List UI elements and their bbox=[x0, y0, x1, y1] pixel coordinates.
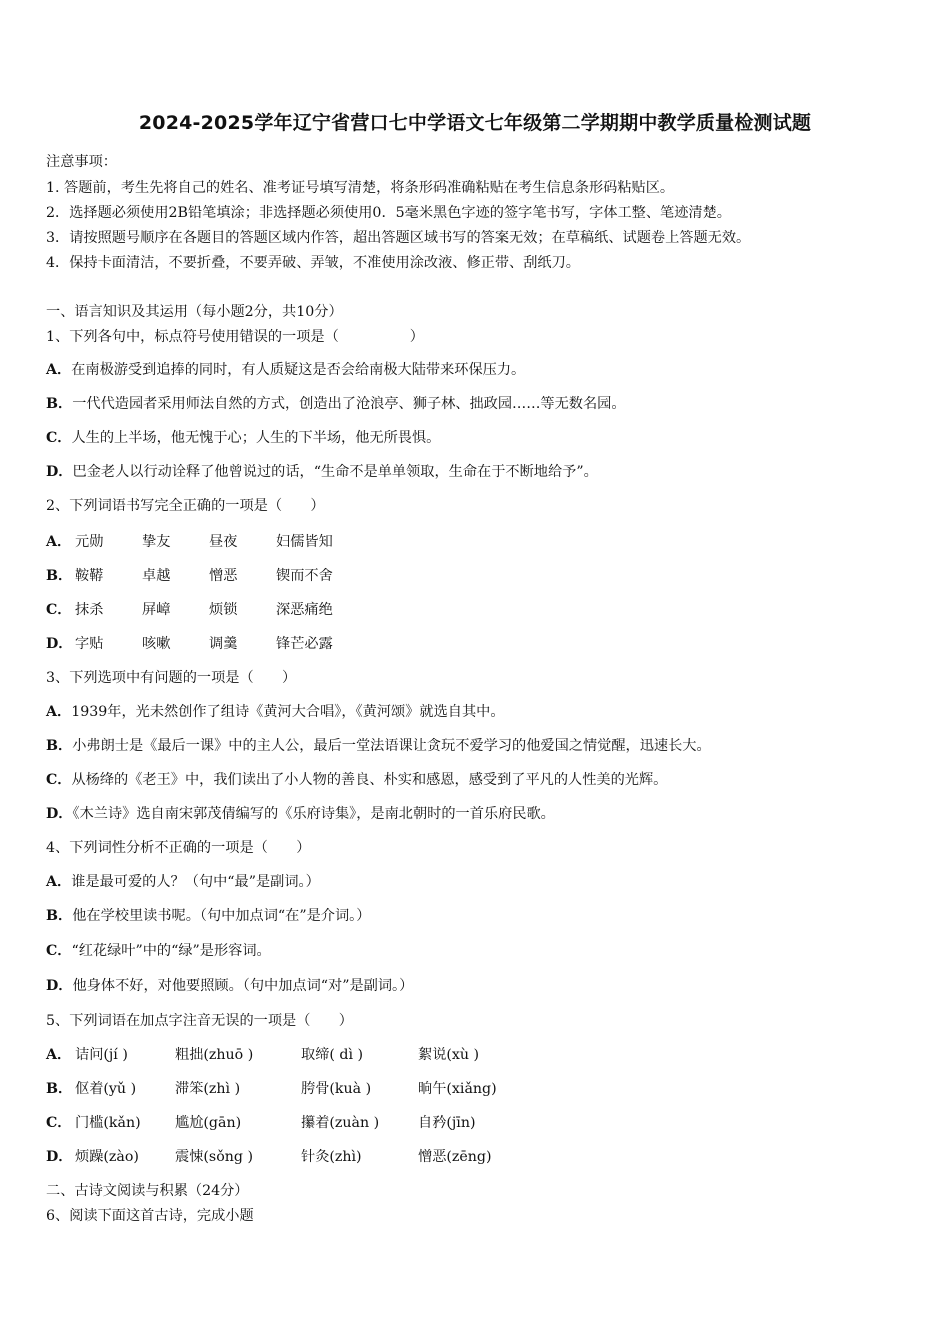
option-word: 抹杀 bbox=[75, 602, 104, 618]
option-word: 门槛(kǎn) bbox=[75, 1115, 141, 1131]
option-word: 字贴 bbox=[75, 636, 104, 652]
option-word: 粗拙(zhuō ) bbox=[175, 1047, 254, 1063]
option-word: 咳嗽 bbox=[142, 636, 171, 652]
notice-item-2: 2．选择题必须使用2B铅笔填涂；非选择题必须使用0．5毫米黑色字迹的签字笔书写，字体工整、笔迹清楚。 bbox=[46, 205, 731, 221]
option-label: A． bbox=[46, 704, 72, 720]
question-3-option-c bbox=[46, 770, 667, 790]
section-1-heading: 一、语言知识及其运用（每小题2分，共10分） bbox=[46, 304, 343, 320]
option-word: 尴尬(gān) bbox=[175, 1115, 242, 1131]
option-word: 烦锁 bbox=[209, 602, 238, 618]
option-label: B． bbox=[46, 908, 73, 924]
option-label: D． bbox=[46, 806, 73, 822]
question-2-option-c bbox=[46, 600, 606, 620]
option-label: B． bbox=[46, 396, 73, 412]
option-word: 滞笨(zhì ) bbox=[175, 1081, 241, 1097]
question-3-option-a bbox=[46, 702, 505, 722]
option-text: 1939年，光未然创作了组诗《黄河大合唱》，《黄河颂》就选自其中。 bbox=[71, 704, 505, 720]
option-word: 鞍鞯 bbox=[75, 568, 104, 584]
option-word: 元勋 bbox=[75, 534, 104, 550]
option-text: 在南极游受到追捧的同时，有人质疑这是否会给南极大陆带来环保压力。 bbox=[71, 362, 526, 378]
option-word: 锋芒必露 bbox=[276, 636, 333, 652]
notice-heading: 注意事项： bbox=[46, 154, 117, 170]
option-label: A． bbox=[46, 874, 72, 890]
option-label: B． bbox=[46, 1081, 73, 1097]
section-2-heading: 二、古诗文阅读与积累（24分） bbox=[46, 1183, 249, 1199]
option-word: 烦躁(zào) bbox=[75, 1149, 139, 1165]
question-2-option-b bbox=[46, 566, 606, 586]
question-5-option-b bbox=[46, 1079, 606, 1099]
question-4-option-d bbox=[46, 976, 413, 996]
option-word: 调羹 bbox=[209, 636, 238, 652]
option-text: 《木兰诗》选自南宋郭茂倩编写的《乐府诗集》，是南北朝时的一首乐府民歌。 bbox=[72, 806, 555, 822]
question-2-option-a bbox=[46, 532, 606, 552]
option-word: 挚友 bbox=[142, 534, 171, 550]
option-text: 他在学校里读书呢。（句中加点词“在”是介词。） bbox=[72, 908, 371, 924]
option-word: 针灸(zhì) bbox=[301, 1149, 362, 1165]
option-label: C． bbox=[46, 772, 72, 788]
option-word: 伛着(yǔ ) bbox=[75, 1081, 137, 1097]
option-label: D． bbox=[46, 1149, 73, 1165]
option-word: 取缔( dì ) bbox=[301, 1047, 364, 1063]
question-6-stem: 6、阅读下面这首古诗，完成小题 bbox=[46, 1208, 254, 1224]
option-label: C． bbox=[46, 602, 72, 618]
notice-item-1: 1. 答题前，考生先将自己的姓名、准考证号填写清楚，将条形码准确粘贴在考生信息条形码粘贴区。 bbox=[46, 180, 675, 196]
option-word: 妇儒皆知 bbox=[276, 534, 333, 550]
option-text: 他身体不好，对他要照顾。（句中加点词“对”是副词。） bbox=[72, 978, 414, 994]
option-word: 震悚(sǒng ) bbox=[175, 1149, 253, 1165]
option-text: 巴金老人以行动诠释了他曾说过的话，“生命不是单单领取，生命在于不断地给予”。 bbox=[72, 464, 598, 480]
option-word: 卓越 bbox=[142, 568, 171, 584]
option-word: 屏嶂 bbox=[142, 602, 171, 618]
question-3-stem: 3、下列选项中有问题的一项是（ ） bbox=[46, 670, 297, 686]
notice-item-4: 4．保持卡面清洁，不要折叠，不要弄破、弄皱，不准使用涂改液、修正带、刮纸刀。 bbox=[46, 255, 580, 271]
option-word: 絮说(xù ) bbox=[418, 1047, 480, 1063]
option-label: C． bbox=[46, 430, 72, 446]
question-1-option-d bbox=[46, 462, 598, 482]
question-5-option-a bbox=[46, 1045, 606, 1065]
option-label: D． bbox=[46, 464, 73, 480]
option-label: A． bbox=[46, 362, 72, 378]
option-label: C． bbox=[46, 943, 72, 959]
option-word: 胯骨(kuà ) bbox=[301, 1081, 372, 1097]
option-label: C． bbox=[46, 1115, 72, 1131]
option-word: 自矜(jīn) bbox=[418, 1115, 476, 1131]
option-word: 憎恶 bbox=[209, 568, 238, 584]
option-label: A． bbox=[46, 534, 72, 550]
option-label: A． bbox=[46, 1047, 72, 1063]
question-1-option-c bbox=[46, 428, 440, 448]
option-label: D． bbox=[46, 636, 73, 652]
option-text: 人生的上半场，他无愧于心；人生的下半场，他无所畏惧。 bbox=[71, 430, 441, 446]
question-5-option-c bbox=[46, 1113, 606, 1133]
question-3-option-d bbox=[46, 804, 555, 824]
option-label: B． bbox=[46, 568, 73, 584]
option-word: 憎恶(zēng) bbox=[418, 1149, 492, 1165]
option-word: 诘问(jí ) bbox=[75, 1047, 128, 1063]
option-text: “红花绿叶”中的“绿”是形容词。 bbox=[71, 943, 271, 959]
question-1-option-b bbox=[46, 394, 626, 414]
question-2-stem: 2、下列词语书写完全正确的一项是（ ） bbox=[46, 498, 325, 514]
notice-item-3: 3．请按照题号顺序在各题目的答题区域内作答，超出答题区域书写的答案无效；在草稿纸、试题卷上答题无效。 bbox=[46, 230, 751, 246]
option-text: 小弗朗士是《最后一课》中的主人公，最后一堂法语课让贪玩不爱学习的他爱国之情觉醒，迅速长大。 bbox=[72, 738, 711, 754]
question-5-stem: 5、下列词语在加点字注音无误的一项是（ ） bbox=[46, 1013, 353, 1029]
question-1-stem: 1、下列各句中，标点符号使用错误的一项是（ ） bbox=[46, 329, 424, 345]
option-word: 昼夜 bbox=[209, 534, 238, 550]
option-word: 深恶痛绝 bbox=[276, 602, 333, 618]
option-text: 谁是最可爱的人？（句中“最”是副词。） bbox=[71, 874, 320, 890]
question-4-option-b bbox=[46, 906, 370, 926]
option-text: 从杨绛的《老王》中，我们读出了小人物的善良、朴实和感恩，感受到了平凡的人性美的光辉。 bbox=[71, 772, 668, 788]
question-4-option-a bbox=[46, 872, 320, 892]
question-1-option-a bbox=[46, 360, 525, 380]
option-text: 一代代造园者采用师法自然的方式，创造出了沧浪亭、狮子林、拙政园……等无数名园。 bbox=[72, 396, 626, 412]
question-2-option-d bbox=[46, 634, 606, 654]
option-word: 攥着(zuàn ) bbox=[301, 1115, 380, 1131]
question-5-option-d bbox=[46, 1147, 606, 1167]
option-label: D． bbox=[46, 978, 73, 994]
option-label: B． bbox=[46, 738, 73, 754]
option-word: 锲而不舍 bbox=[276, 568, 333, 584]
question-4-option-c bbox=[46, 941, 271, 961]
question-3-option-b bbox=[46, 736, 711, 756]
page-title: 2024-2025学年辽宁省营口七中学语文七年级第二学期期中教学质量检测试题 bbox=[138, 112, 812, 134]
option-word: 晌午(xiǎng) bbox=[418, 1081, 497, 1097]
question-4-stem: 4、下列词性分析不正确的一项是（ ） bbox=[46, 840, 311, 856]
